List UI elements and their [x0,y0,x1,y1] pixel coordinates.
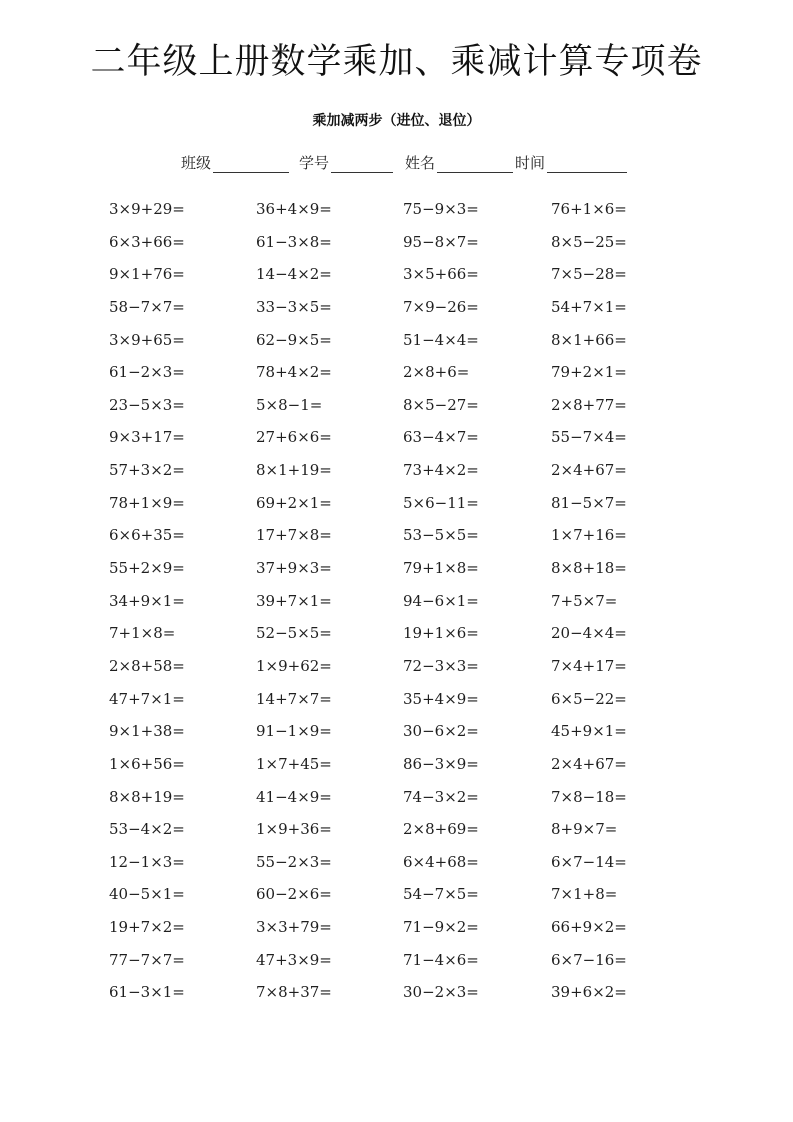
math-problem: 58−7×7= [109,297,185,316]
math-problem: 54−7×5= [403,885,479,904]
math-problem: 7×5−28= [551,265,627,284]
math-problem: 79+2×1= [551,363,627,382]
math-problem: 53−4×2= [109,820,185,839]
problem-row [109,913,709,946]
math-problem: 7×9−26= [403,297,479,316]
problem-row [109,391,709,424]
math-problem: 6×6+35= [109,526,185,545]
math-problem: 9×1+76= [109,265,185,284]
math-problem: 45+9×1= [551,722,627,741]
math-problem: 1×9+62= [256,656,332,675]
math-problem: 9×3+17= [109,428,185,447]
math-problem: 81−5×7= [551,493,627,512]
math-problem: 6×4+68= [403,852,479,871]
math-problem: 7×4+17= [551,656,627,675]
math-problem: 61−3×8= [256,232,332,251]
math-problem: 8×5−27= [403,395,479,414]
math-problem: 6×7−16= [551,950,627,969]
math-problem: 8×8+19= [109,787,185,806]
student-number-blank[interactable] [331,156,393,173]
math-problem: 1×9+36= [256,820,332,839]
math-problem: 62−9×5= [256,330,332,349]
math-problem: 19+1×6= [403,624,479,643]
math-problem: 79+1×8= [403,559,479,578]
student-info-row [181,151,627,173]
problem-row [109,260,709,293]
math-problem: 14+7×7= [256,689,332,708]
math-problem: 40−5×1= [109,885,185,904]
page-title: 二年级上册数学乘加、乘减计算专项卷 [90,42,703,82]
math-problem: 86−3×9= [403,754,479,773]
math-problem: 35+4×9= [403,689,479,708]
problem-row [109,293,709,326]
math-problem: 8×1+66= [551,330,627,349]
math-problem: 95−8×7= [403,232,479,251]
math-problem: 41−4×9= [256,787,332,806]
problem-row [109,228,709,261]
math-problem: 2×8+6= [403,363,470,382]
math-problem: 61−3×1= [109,983,185,1002]
problem-row [109,815,709,848]
math-problem: 77−7×7= [109,950,185,969]
math-problem: 17+7×8= [256,526,332,545]
math-problem: 8+9×7= [551,820,618,839]
problem-row [109,326,709,359]
math-problem: 91−1×9= [256,722,332,741]
math-problem: 39+7×1= [256,591,332,610]
problem-grid [109,195,709,1011]
math-problem: 51−4×4= [403,330,479,349]
math-problem: 2×4+67= [551,461,627,480]
math-problem: 7+1×8= [109,624,176,643]
math-problem: 8×1+19= [256,461,332,480]
math-problem: 20−4×4= [551,624,627,643]
worksheet-subtitle: 乘加减两步（进位、退位） [312,113,481,129]
math-problem: 55−2×3= [256,852,332,871]
math-problem: 7×8+37= [256,983,332,1002]
math-problem: 54+7×1= [551,297,627,316]
problem-row [109,456,709,489]
math-problem: 66+9×2= [551,918,627,937]
math-problem: 60−2×6= [256,885,332,904]
student-number-label: 学号 [299,154,330,172]
math-problem: 8×5−25= [551,232,627,251]
math-problem: 19+7×2= [109,918,185,937]
math-problem: 47+7×1= [109,689,185,708]
problem-row [109,652,709,685]
math-problem: 5×6−11= [403,493,479,512]
problem-row [109,880,709,913]
math-problem: 2×4+67= [551,754,627,773]
problem-row [109,946,709,979]
math-problem: 30−2×3= [403,983,479,1002]
problem-row [109,783,709,816]
problem-row [109,750,709,783]
math-problem: 3×9+29= [109,200,185,218]
math-problem: 75−9×3= [403,200,479,218]
problem-row [109,423,709,456]
math-problem: 1×7+16= [551,526,627,545]
math-problem: 94−6×1= [403,591,479,610]
math-problem: 78+4×2= [256,363,332,382]
name-label: 姓名 [405,154,436,172]
math-problem: 1×7+45= [256,754,332,773]
math-problem: 2×8+58= [109,656,185,675]
math-problem: 52−5×5= [256,624,332,643]
math-problem: 53−5×5= [403,526,479,545]
math-problem: 33−3×5= [256,297,332,316]
math-problem: 63−4×7= [403,428,479,447]
math-problem: 12−1×3= [109,852,185,871]
math-problem: 2×8+69= [403,820,479,839]
problem-row [109,489,709,522]
math-problem: 73+4×2= [403,461,479,480]
math-problem: 1×6+56= [109,754,185,773]
math-problem: 27+6×6= [256,428,332,447]
math-problem: 14−4×2= [256,265,332,284]
problem-row [109,587,709,620]
math-problem: 55−7×4= [551,428,627,447]
math-problem: 39+6×2= [551,983,627,1002]
math-problem: 57+3×2= [109,461,185,480]
math-problem: 9×1+38= [109,722,185,741]
problem-row [109,848,709,881]
problem-row [109,195,709,228]
math-problem: 69+2×1= [256,493,332,512]
class-label: 班级 [181,154,212,172]
math-problem: 71−9×2= [403,918,479,937]
math-problem: 72−3×3= [403,656,479,675]
math-problem: 3×3+79= [256,918,332,937]
time-label: 时间 [515,154,546,172]
problem-row [109,978,709,1011]
math-problem: 6×3+66= [109,232,185,251]
math-problem: 55+2×9= [109,559,185,578]
math-problem: 2×8+77= [551,395,627,414]
math-problem: 74−3×2= [403,787,479,806]
problem-row [109,358,709,391]
problem-row [109,554,709,587]
math-problem: 30−6×2= [403,722,479,741]
math-problem: 36+4×9= [256,200,332,218]
math-problem: 76+1×6= [551,200,627,218]
name-blank[interactable] [437,156,513,173]
math-problem: 5×8−1= [256,395,323,414]
math-problem: 6×7−14= [551,852,627,871]
problem-row [109,685,709,718]
math-problem: 3×9+65= [109,330,185,349]
math-problem: 78+1×9= [109,493,185,512]
time-blank[interactable] [547,156,627,173]
math-problem: 7×8−18= [551,787,627,806]
math-problem: 71−4×6= [403,950,479,969]
math-problem: 7+5×7= [551,591,618,610]
math-problem: 23−5×3= [109,395,185,414]
math-problem: 37+9×3= [256,559,332,578]
math-problem: 34+9×1= [109,591,185,610]
math-problem: 47+3×9= [256,950,332,969]
math-problem: 7×1+8= [551,885,618,904]
problem-row [109,619,709,652]
problem-row [109,717,709,750]
math-problem: 6×5−22= [551,689,627,708]
math-problem: 3×5+66= [403,265,479,284]
math-problem: 61−2×3= [109,363,185,382]
problem-row [109,521,709,554]
class-blank[interactable] [213,156,289,173]
math-problem: 8×8+18= [551,559,627,578]
